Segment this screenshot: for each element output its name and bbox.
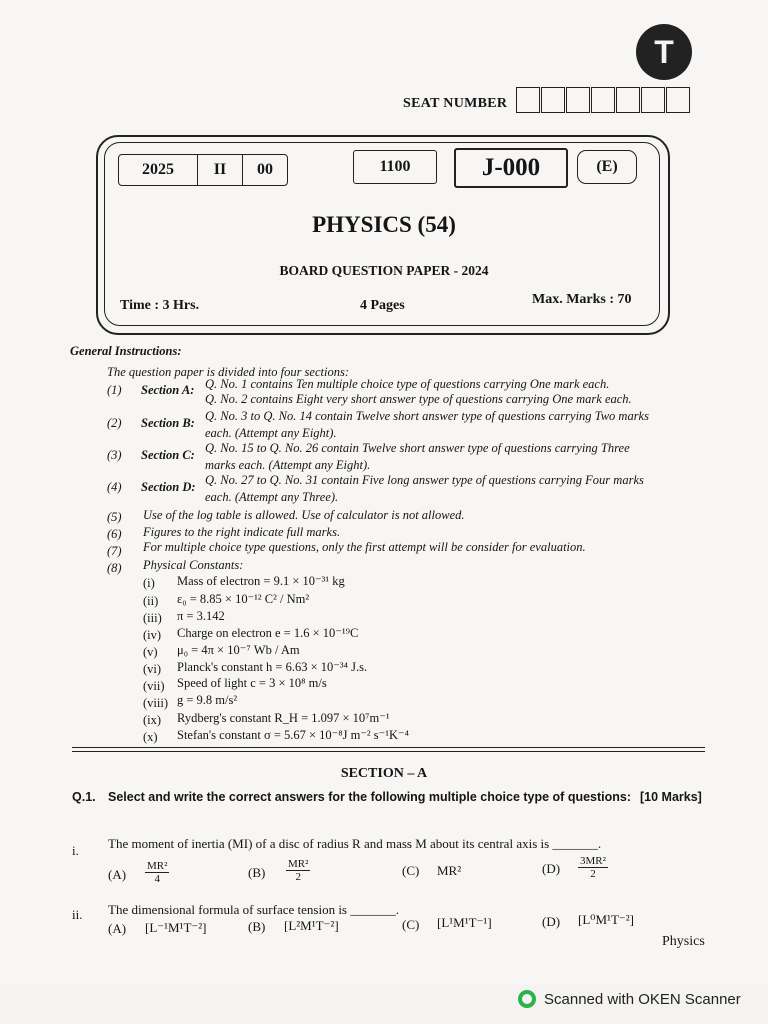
code-set: 00: [257, 161, 273, 178]
code-e: (E): [577, 150, 637, 184]
instruction-text: each. (Attempt any Eight).: [205, 426, 337, 440]
question-number: ii.: [72, 907, 83, 922]
constant-number: (v): [143, 645, 158, 659]
fraction-numerator: MR²: [147, 860, 168, 872]
instruction-number: (7): [107, 544, 122, 558]
instruction-text: marks each. (Attempt any Eight).: [205, 458, 371, 472]
question-text: The dimensional formula of surface tension is _______.: [108, 902, 399, 917]
max-marks: Max. Marks : 70: [532, 292, 632, 307]
constant-number: (viii): [143, 696, 168, 710]
seat-box: [516, 87, 540, 113]
divider-rule: [72, 751, 705, 752]
seat-box: [566, 87, 590, 113]
scanner-logo-icon: [518, 990, 536, 1008]
code-1100: 1100: [353, 150, 437, 184]
constant-text: Rydberg's constant R_H = 1.097 × 10⁷m⁻¹: [177, 711, 390, 725]
seat-number-boxes: [516, 87, 691, 113]
seat-box: [541, 87, 565, 113]
constant-number: (iv): [143, 628, 162, 642]
option-d-value: [L⁰M¹T⁻²]: [578, 912, 634, 927]
instruction-section-label: Section B:: [141, 416, 195, 430]
option-label: (C): [402, 863, 420, 878]
code-j: J-000: [454, 148, 568, 188]
option-b-value: [L²M¹T⁻²]: [284, 918, 339, 933]
option-c-value: [L¹M¹T⁻¹]: [437, 915, 492, 930]
constant-text: Charge on electron e = 1.6 × 10⁻¹⁹C: [177, 626, 359, 640]
constant-text: π = 3.142: [177, 609, 225, 623]
constant-number: (ix): [143, 713, 162, 727]
instruction-text: For multiple choice type questions, only the first attempt will be consider for evaluation.: [143, 540, 586, 554]
constant-text: μ₀ = 4π × 10⁻⁷ Wb / Am: [177, 643, 300, 657]
seat-box: [641, 87, 665, 113]
paper-title: PHYSICS (54): [312, 212, 456, 237]
fraction-denominator: 2: [295, 871, 301, 883]
time-allowed: Time : 3 Hrs.: [120, 298, 200, 313]
code-term: II: [198, 155, 243, 185]
fraction-numerator: MR²: [288, 858, 309, 870]
instruction-text: Q. No. 3 to Q. No. 14 contain Twelve short answer type of questions carrying Two marks: [205, 409, 649, 423]
footer-subject-label: Physics: [662, 934, 705, 949]
instruction-text: Physical Constants:: [143, 558, 244, 572]
seat-box: [616, 87, 640, 113]
option-b-fraction: [286, 858, 310, 883]
instruction-text: Q. No. 15 to Q. No. 26 contain Twelve short answer type of questions carrying Three: [205, 441, 630, 455]
general-instructions-title: General Instructions:: [70, 344, 182, 358]
constant-number: (vii): [143, 679, 165, 693]
fraction-denominator: 4: [154, 873, 160, 885]
seat-box: [591, 87, 615, 113]
constant-number: (x): [143, 730, 158, 744]
option-label: (B): [248, 865, 266, 880]
option-label: (A): [108, 867, 127, 882]
constant-text: Stefan's constant σ = 5.67 × 10⁻⁸J m⁻² s⁻¹K⁻⁴: [177, 728, 410, 742]
fraction-numerator: 3MR²: [580, 855, 606, 867]
constant-number: (ii): [143, 594, 159, 608]
instruction-text: Q. No. 1 contains Ten multiple choice type of questions carrying One mark each.: [205, 377, 610, 391]
option-a-value: [L⁻¹M¹T⁻²]: [145, 920, 207, 935]
fraction-denominator: 2: [590, 868, 596, 880]
instruction-text: each. (Attempt any Three).: [205, 490, 339, 504]
option-a-fraction: [145, 860, 169, 885]
constant-text: g = 9.8 m/s²: [177, 693, 238, 707]
constant-number: (i): [143, 576, 155, 590]
code-year: 2025: [119, 155, 198, 185]
option-label: (B): [248, 919, 266, 934]
option-label: (C): [402, 917, 420, 932]
scanner-text: Scanned with OKEN Scanner: [544, 990, 741, 1008]
constant-text: Mass of electron = 9.1 × 10⁻³¹ kg: [177, 574, 345, 588]
publisher-logo: T: [636, 24, 692, 80]
q1-text: Select and write the correct answers for the following multiple choice type of questions:: [108, 790, 632, 804]
option-label: (A): [108, 921, 127, 936]
instructions-intro: The question paper is divided into four sections:: [107, 365, 349, 379]
divider-rule: [72, 747, 705, 748]
instruction-number: (3): [107, 448, 122, 462]
instruction-number: (6): [107, 527, 122, 541]
instruction-number: (1): [107, 383, 122, 397]
question-text: The moment of inertia (MI) of a disc of radius R and mass M about its central axis is _______.: [108, 836, 602, 851]
paper-subtitle: BOARD QUESTION PAPER - 2024: [279, 263, 489, 278]
instruction-number: (8): [107, 561, 122, 575]
option-label: (D): [542, 861, 561, 876]
instruction-text: Figures to the right indicate full marks.: [143, 525, 341, 539]
option-d-fraction: [578, 855, 608, 880]
page-count: 4 Pages: [360, 298, 405, 313]
option-c-value: MR²: [437, 863, 462, 878]
instruction-section-label: Section A:: [141, 383, 195, 397]
constant-number: (iii): [143, 611, 162, 625]
section-a-heading: SECTION – A: [340, 766, 428, 781]
option-label: (D): [542, 914, 561, 929]
question-number: i.: [72, 843, 79, 858]
seat-number-label: SEAT NUMBER: [403, 96, 508, 111]
constant-number: (vi): [143, 662, 162, 676]
instruction-number: (2): [107, 416, 122, 430]
seat-box: [666, 87, 690, 113]
instruction-text: Q. No. 27 to Q. No. 31 contain Five long answer type of questions carrying Four marks: [205, 473, 644, 487]
constant-text: Planck's constant h = 6.63 × 10⁻³⁴ J.s.: [177, 660, 368, 674]
instruction-number: (4): [107, 480, 122, 494]
q1-label: Q.1.: [72, 790, 96, 804]
constant-text: Speed of light c = 3 × 10⁸ m/s: [177, 676, 327, 690]
instruction-text: Use of the log table is allowed. Use of calculator is not allowed.: [143, 508, 465, 522]
instruction-section-label: Section D:: [141, 480, 196, 494]
instruction-text: Q. No. 2 contains Eight very short answer type of questions carrying One mark each.: [205, 392, 632, 406]
constant-text: ε₀ = 8.85 × 10⁻¹² C² / Nm²: [177, 592, 310, 606]
instruction-section-label: Section C:: [141, 448, 195, 462]
scanner-watermark: [518, 990, 741, 1008]
instruction-number: (5): [107, 510, 122, 524]
paper-code-group: [118, 154, 288, 186]
q1-marks: [10 Marks]: [640, 790, 702, 804]
